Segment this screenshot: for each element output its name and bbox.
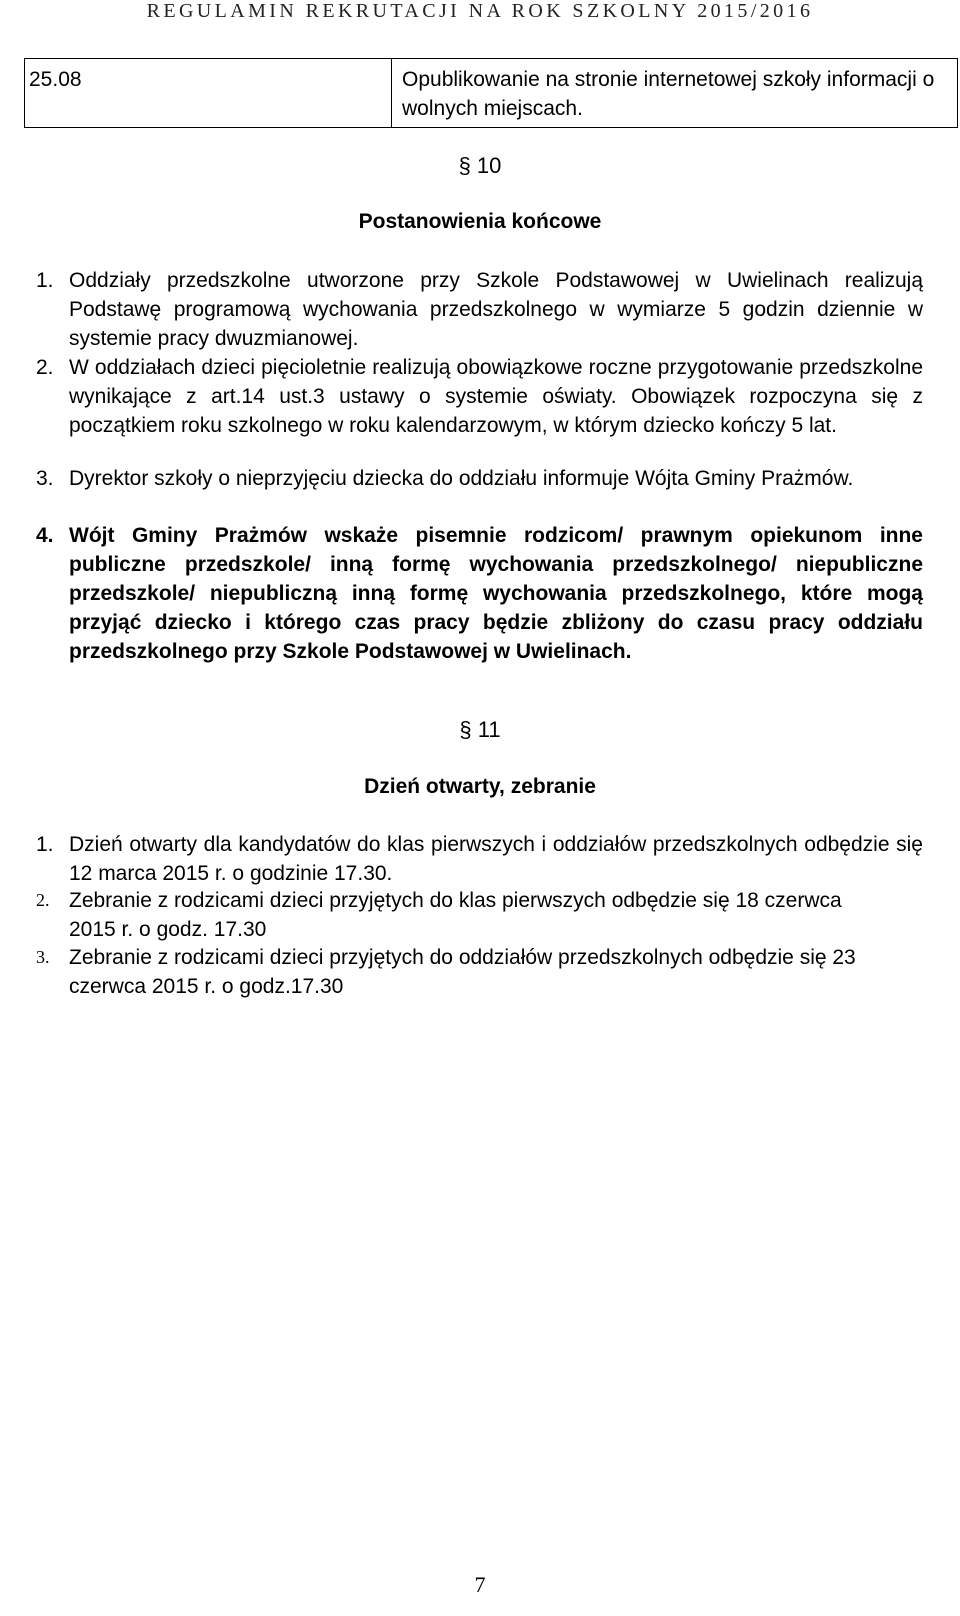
section-11-title: Dzień otwarty, zebranie bbox=[364, 775, 596, 798]
list-item bbox=[36, 464, 923, 493]
list-item bbox=[36, 943, 923, 1001]
list-item-number: 1. bbox=[36, 269, 54, 292]
section-11-number: § 11 bbox=[459, 717, 501, 742]
table-cell-description: Opublikowanie na stronie internetowej szkoły informacji o wolnych miejscach. bbox=[392, 59, 958, 128]
list-item-number: 2. bbox=[36, 890, 50, 910]
list-item-text: Zebranie z rodzicami dzieci przyjętych do klas pierwszych odbędzie się 18 czerwca 2015 r. o godz. 17.30 bbox=[69, 889, 842, 941]
list-item-text: Wójt Gminy Prażmów wskaże pisemnie rodzicom/ prawnym opiekunom inne publiczne przedszkole/ inną formę wychowania przedszkolnego/ niepubliczne przedszkole/ niepubliczną inną formę wychowania przedszkolnego, które mogą przyjąć dziecko i którego czas pracy będzie zbliżony do czasu pracy oddziału przedszkolnego przy Szkole Podstawowej w Uwielinach. bbox=[69, 524, 923, 663]
schedule-table bbox=[24, 58, 958, 128]
list-item bbox=[36, 830, 923, 888]
list-item-text: W oddziałach dzieci pięcioletnie realizują obowiązkowe roczne przygotowanie przedszkolne wynikające z art.14 ust.3 ustawy o systemie oświaty. Obowiązek rozpoczyna się z początkiem roku szkolnego w roku kalendarzowym, w którym dziecko kończy 5 lat. bbox=[69, 356, 923, 437]
list-item bbox=[36, 886, 859, 944]
list-item bbox=[36, 266, 923, 353]
running-header: REGULAMIN REKRUTACJI NA ROK SZKOLNY 2015/2016 bbox=[146, 0, 814, 22]
list-item bbox=[36, 353, 923, 440]
list-item-number: 2. bbox=[36, 356, 54, 379]
list-item-text: Zebranie z rodzicami dzieci przyjętych do oddziałów przedszkolnych odbędzie się 23 czerwca 2015 r. o godz.17.30 bbox=[69, 946, 856, 998]
section-10-title: Postanowienia końcowe bbox=[358, 210, 602, 233]
table-cell-date: 25.08 bbox=[25, 59, 392, 128]
list-item-number: 4. bbox=[36, 524, 54, 547]
list-item-text: Oddziały przedszkolne utworzone przy Szkole Podstawowej w Uwielinach realizują Podstawę programową wychowania przedszkolnego w wymiarze 5 godzin dziennie w systemie pracy dwuzmianowej. bbox=[69, 269, 923, 350]
page-number: 7 bbox=[474, 1572, 486, 1597]
list-item bbox=[36, 521, 923, 666]
list-item-number: 3. bbox=[36, 947, 50, 967]
list-item-number: 1. bbox=[36, 833, 54, 856]
list-item-text: Dyrektor szkoły o nieprzyjęciu dziecka do oddziału informuje Wójta Gminy Prażmów. bbox=[69, 467, 854, 490]
table-row bbox=[25, 59, 958, 128]
section-10-number: § 10 bbox=[458, 153, 502, 178]
list-item-text: Dzień otwarty dla kandydatów do klas pierwszych i oddziałów przedszkolnych odbędzie się 12 marca 2015 r. o godzinie 17.30. bbox=[69, 833, 923, 885]
list-item-number: 3. bbox=[36, 467, 54, 490]
